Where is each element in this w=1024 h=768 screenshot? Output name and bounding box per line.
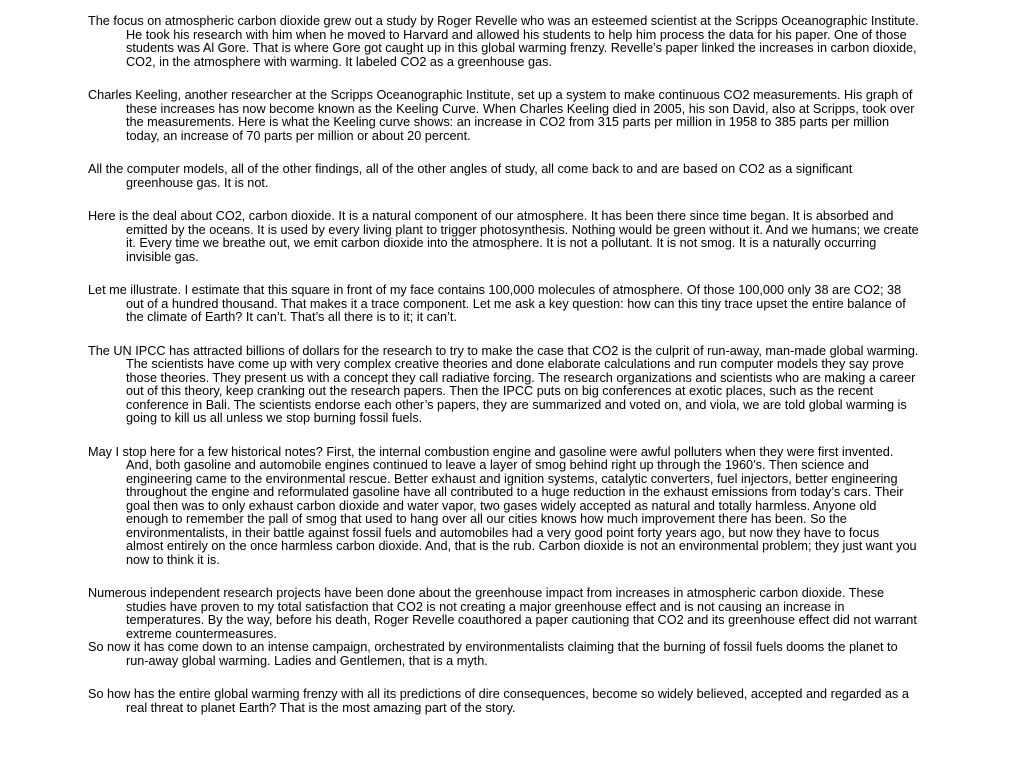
paragraph-historical-notes: May I stop here for a few historical notes? First, the internal combustion engine and gasoline were awful polluters when they were first invented. And, both gasoline and automobile engines continued to leave a layer of smog behind right up through the 1960’s. Then science and engineering came to the environmental rescue. Better exhaust and ignition systems, catalytic converters, fuel injectors, better engineering throughout the engine and reformulated gasoline have all contributed to a huge reduction in the exhaust emissions from today’s cars. Their goal then was to only exhaust carbon dioxide and water vapor, two gases widely accepted as natural and totally harmless. Anyone old enough to remember the pall of smog that used to hang over all our cities knows how much improvement there has been. So the environmentalists, in their battle against fossil fuels and automobiles had a very good point forty years ago, but now they have to focus almost entirely on the once harmless carbon dioxide. And, that is the rub. Carbon dioxide is not an environmental problem; they just want you now to think it is. <box>88 444 917 567</box>
paragraph-frenzy-question: So how has the entire global warming frenzy with all its predictions of dire consequences, become so widely believed, accepted and regarded as a real threat to planet Earth? That is the most amazing part of the story. <box>88 687 909 715</box>
paragraph-research-projects: Numerous independent research projects have been done about the greenhouse impact from increases in atmospheric carbon dioxide. These studies have proven to my total satisfaction that CO2 is not creating a major greenhouse effect and is not causing an increase in temperatures. By the way, before his death, Roger Revelle coauthored a paper cautioning that CO2 and its greenhouse effect did not warrant extreme countermeasures. <box>88 586 917 641</box>
paragraph-campaign: So now it has come down to an intense campaign, orchestrated by environmentalists claiming that the burning of fossil fuels dooms the planet to run-away global warming. Ladies and Gentlemen, that is a myth. <box>88 640 898 668</box>
document-body <box>88 15 920 735</box>
paragraph-computer-models: All the computer models, all of the other findings, all of the other angles of study, all come back to and are based on CO2 as a significant greenhouse gas. It is not. <box>88 162 853 190</box>
paragraph-keeling: Charles Keeling, another researcher at the Scripps Oceanographic Institute, set up a system to make continuous CO2 measurements. His graph of these increases has now become known as the Keeling Curve. When Charles Keeling died in 2005, his son David, also at Scripps, took over the measurements. Here is what the Keeling curve shows: an increase in CO2 from 315 parts per million in 1958 to 385 parts per million today, an increase of 70 parts per million or about 20 percent. <box>88 88 915 143</box>
paragraph-ipcc: The UN IPCC has attracted billions of dollars for the research to try to make the case that CO2 is the culprit of run-away, man-made global warming. The scientists have come up with very complex creative theories and done elaborate calculations and run computer models they say prove those theories. They present us with a concept they call radiative forcing. The research organizations and scientists who are making a career out of this theory, keep cranking out the research papers. Then the IPCC puts on big conferences at exotic places, such as the recent conference in Bali. The scientists endorse each other’s papers, they are summarized and voted on, and viola, we are told global warming is going to kill us all unless we stop burning fossil fuels. <box>88 343 919 425</box>
paragraph-revelle: The focus on atmospheric carbon dioxide grew out a study by Roger Revelle who was an esteemed scientist at the Scripps Oceanographic Institute. He took his research with him when he moved to Harvard and allowed his students to help him process the data for his paper. One of those students was Al Gore. That is where Gore got caught up in this global warming frenzy. Revelle’s paper linked the increases in carbon dioxide, CO2, in the atmosphere with warming. It labeled CO2 as a greenhouse gas. <box>88 14 919 69</box>
paragraph-illustration: Let me illustrate. I estimate that this square in front of my face contains 100,000 molecules of atmosphere. Of those 100,000 only 38 are CO2; 38 out of a hundred thousand. That makes it a trace component. Let me ask a key question: how can this tiny trace upset the entire balance of the climate of Earth? It can’t. That’s all there is to it; it can’t. <box>88 283 906 324</box>
paragraph-co2-deal: Here is the deal about CO2, carbon dioxide. It is a natural component of our atmosphere. It has been there since time began. It is absorbed and emitted by the oceans. It is used by every living plant to trigger photosynthesis. Nothing would be green without it. And we humans; we create it. Every time we breathe out, we emit carbon dioxide into the atmosphere. It is not a pollutant. It is not smog. It is a naturally occurring invisible gas. <box>88 209 919 264</box>
